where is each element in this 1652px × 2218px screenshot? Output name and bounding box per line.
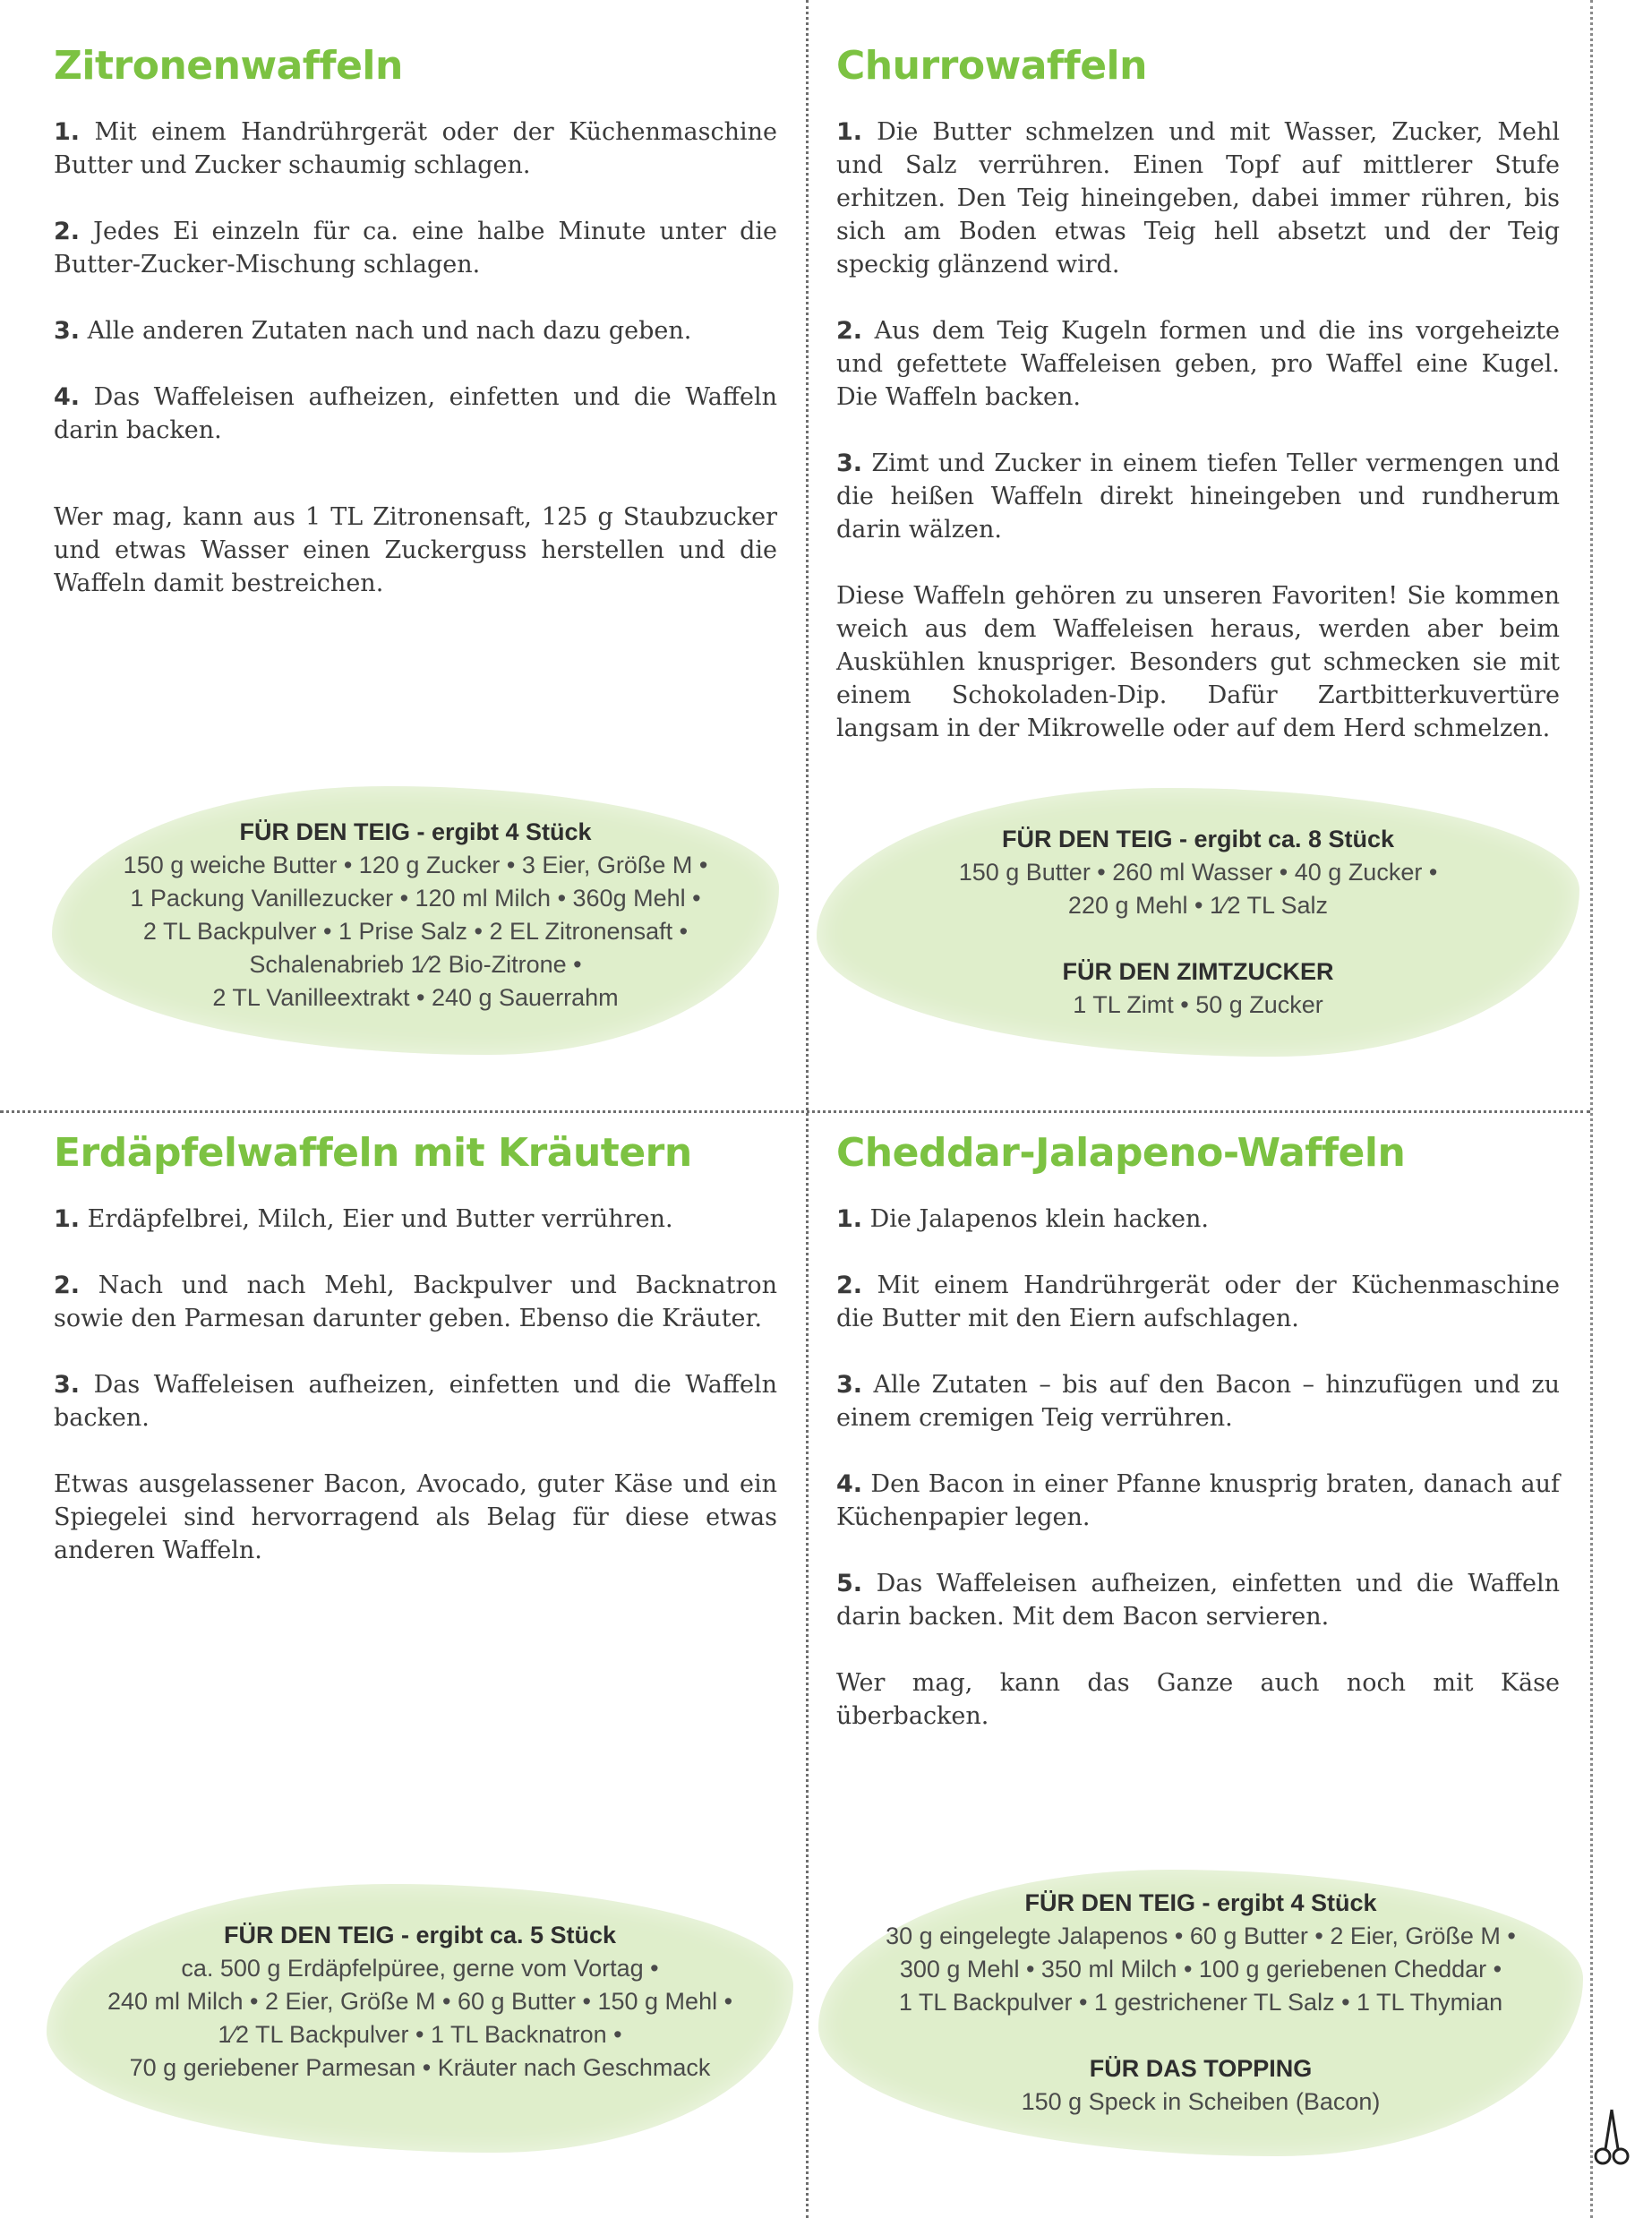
- recipe-note: Etwas ausgelassener Bacon, Avocado, guter Käse und ein Spiegelei sind hervorragend als Belag für diese etwas anderen Waffeln.: [54, 1470, 777, 1564]
- ingredients-line: 220 g Mehl • 1⁄2 TL Salz: [1067, 892, 1329, 919]
- ingredients-line: 150 g weiche Butter • 120 g Zucker • 3 Eier, Größe M •: [123, 852, 708, 878]
- ingredients-box: [818, 1887, 1583, 2119]
- step: 5. Das Waffeleisen aufheizen, einfetten und die Waffeln darin backen. Mit dem Bacon servieren.: [836, 1570, 1560, 1631]
- recipe-steps: [54, 1203, 777, 1567]
- ingredients-box: [47, 1919, 793, 2085]
- recipe-title: Erdäpfelwaffeln mit Kräutern: [54, 1130, 692, 1176]
- ingredients-line: 300 g Mehl • 350 ml Milch • 100 g geriebenen Cheddar •: [899, 1956, 1502, 1982]
- recipe-note: Wer mag, kann das Ganze auch noch mit Käse überbacken.: [836, 1669, 1560, 1730]
- ingredients-line: 1 Packung Vanillezucker • 120 ml Milch • 360g Mehl •: [130, 885, 701, 912]
- ingredients-heading: FÜR DEN TEIG - ergibt 4 Stück: [239, 818, 592, 845]
- ingredients-line: 240 ml Milch • 2 Eier, Größe M • 60 g Butter • 150 g Mehl •: [107, 1988, 733, 2015]
- step: 3. Zimt und Zucker in einem tiefen Teller vermengen und die heißen Waffeln direkt hineingeben und rundherum darin wälzen.: [836, 450, 1560, 544]
- scissors-icon: [1591, 2106, 1632, 2169]
- ingredients-line: 70 g geriebener Parmesan • Kräuter nach Geschmack: [129, 2054, 711, 2081]
- ingredients-heading: FÜR DEN TEIG - ergibt ca. 8 Stück: [1001, 826, 1395, 852]
- horizontal-cut-line: [0, 1110, 1590, 1113]
- ingredients-line: 1⁄2 TL Backpulver • 1 TL Backnatron •: [218, 2021, 622, 2048]
- ingredients-line: Schalenabrieb 1⁄2 Bio-Zitrone •: [249, 951, 582, 978]
- recipe-card-erdaepfelwaffeln: [54, 1130, 777, 1600]
- step: 2. Jedes Ei einzeln für ca. eine halbe Minute unter die Butter-Zucker-Mischung schlagen.: [54, 218, 777, 278]
- step: 1. Erdäpfelbrei, Milch, Eier und Butter verrühren.: [54, 1205, 673, 1233]
- step: 3. Das Waffeleisen aufheizen, einfetten und die Waffeln backen.: [54, 1371, 777, 1432]
- ingredients-line: 1 TL Zimt • 50 g Zucker: [1073, 991, 1323, 1018]
- recipe-card-zitronenwaffeln: [54, 43, 777, 633]
- ingredients-line: 2 TL Backpulver • 1 Prise Salz • 2 EL Zitronensaft •: [142, 918, 689, 945]
- recipe-title: Cheddar-Jalapeno-Waffeln: [836, 1130, 1406, 1176]
- ingredients-box: [817, 823, 1579, 1022]
- recipe-title: Churrowaffeln: [836, 43, 1147, 89]
- ingredients-heading: FÜR DAS TOPPING: [1089, 2055, 1313, 2082]
- ingredients-line: 150 g Butter • 260 ml Wasser • 40 g Zucker •: [958, 859, 1438, 886]
- step: 2. Mit einem Handrührgerät oder der Küchenmaschine die Butter mit den Eiern aufschlagen.: [836, 1272, 1560, 1332]
- recipe-card-cheddar-jalapeno: [836, 1130, 1560, 1766]
- step: 2. Aus dem Teig Kugeln formen und die ins vorgeheizte und gefettete Waffeleisen geben, pro Waffel eine Kugel. Die Waffeln backen.: [836, 317, 1560, 411]
- recipe-steps: [54, 116, 777, 600]
- ingredients-heading: FÜR DEN ZIMTZUCKER: [1062, 958, 1334, 985]
- recipe-title: Zitronenwaffeln: [54, 43, 403, 89]
- vertical-cut-line: [806, 0, 809, 2218]
- step: 3. Alle anderen Zutaten nach und nach dazu geben.: [54, 317, 692, 345]
- ingredients-box: [52, 816, 779, 1015]
- ingredients-line: 2 TL Vanilleextrakt • 240 g Sauerrahm: [212, 984, 619, 1011]
- recipe-card-churrowaffeln: [836, 43, 1560, 778]
- ingredients-line: 30 g eingelegte Jalapenos • 60 g Butter • 2 Eier, Größe M •: [886, 1923, 1516, 1949]
- recipe-note: Wer mag, kann aus 1 TL Zitronensaft, 125 g Staubzucker und etwas Wasser einen Zuckerguss herstellen und die Waffeln damit bestreichen.: [54, 503, 777, 597]
- ingredients-line: ca. 500 g Erdäpfelpüree, gerne vom Vortag •: [181, 1955, 659, 1982]
- recipe-steps: [836, 1203, 1560, 1733]
- step: 1. Die Butter schmelzen und mit Wasser, Zucker, Mehl und Salz verrühren. Einen Topf auf mittlerer Stufe erhitzen. Den Teig hineingeben, dabei immer rühren, bis sich am Boden etwas Teig hell absetzt und der Teig speckig glänzend wird.: [836, 118, 1560, 278]
- step: 1. Die Jalapenos klein hacken.: [836, 1205, 1209, 1233]
- ingredients-heading: FÜR DEN TEIG - ergibt ca. 5 Stück: [223, 1922, 617, 1948]
- recipe-note: Diese Waffeln gehören zu unseren Favoriten! Sie kommen weich aus dem Waffeleisen heraus, werden aber beim Auskühlen knuspriger. Besonders gut schmecken sie mit einem Schokoladen-Dip. Dafür Zartbitterkuvertüre langsam in der Mikrowelle oder auf dem Herd schmelzen.: [836, 582, 1560, 742]
- ingredients-line: 1 TL Backpulver • 1 gestrichener TL Salz • 1 TL Thymian: [898, 1989, 1503, 2016]
- step: 1. Mit einem Handrührgerät oder der Küchenmaschine Butter und Zucker schaumig schlagen.: [54, 118, 777, 179]
- step: 4. Den Bacon in einer Pfanne knusprig braten, danach auf Küchenpapier legen.: [836, 1470, 1561, 1531]
- step: 3. Alle Zutaten – bis auf den Bacon – hinzufügen und zu einem cremigen Teig verrühren.: [836, 1371, 1560, 1432]
- right-cut-line: [1590, 0, 1593, 2218]
- ingredients-line: 150 g Speck in Scheiben (Bacon): [1021, 2088, 1381, 2115]
- step: 2. Nach und nach Mehl, Backpulver und Backnatron sowie den Parmesan darunter geben. Ebenso die Kräuter.: [54, 1272, 777, 1332]
- ingredients-heading: FÜR DEN TEIG - ergibt 4 Stück: [1024, 1889, 1377, 1916]
- step: 4. Das Waffeleisen aufheizen, einfetten und die Waffeln darin backen.: [54, 383, 777, 444]
- recipe-steps: [836, 116, 1560, 745]
